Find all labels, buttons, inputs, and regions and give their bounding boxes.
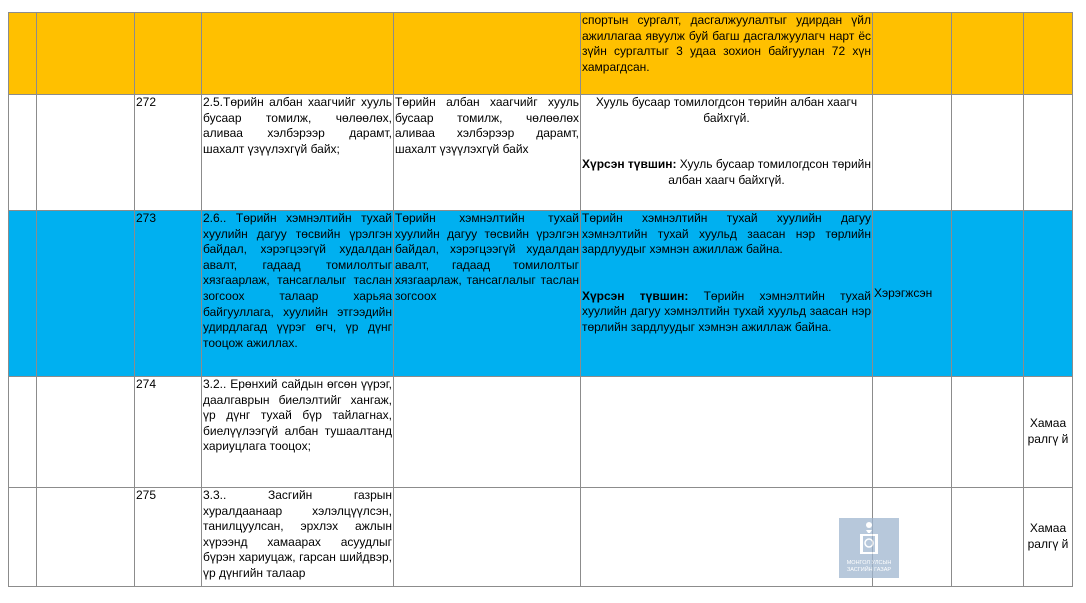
cell-measure [394,488,581,587]
achieved-level-text: Төрийн хэмнэлтийн тухай хуулийн дагуу хэмнэлтийн тухай хуульд заасан нэр төрлийн зардлуудыг хэмнэн ажиллаж байна. [582,288,871,334]
cell-goal: 2.6.. Төрийн хэмнэлтийн тухай хуулийн дагуу төсвийн үрэлгэн байдал, хэрэгцээгүй худалдан авалт, гадаад томилолтыг хязгаарлаж, тансаглалыг таслан зогсоох талаар харьяа байгууллага, хуулийн этгээдийн удирдлагад үүрэг өгч, үр дүнг тооцож ажиллах. [202,211,394,377]
cell-blank [37,95,135,211]
cell-blank [952,211,1024,377]
cell-result [581,488,873,587]
cell-number: 275 [135,488,202,587]
cell-number: 272 [135,95,202,211]
achieved-level-text: Хууль бусаар томилогдсон төрийн албан хаагч байхгүй. [668,157,871,187]
cell-blank [37,211,135,377]
achieved-level [582,157,871,188]
cell-note [1024,211,1073,377]
cell-blank [952,377,1024,488]
table-row [9,377,1073,488]
table-row [9,95,1073,211]
cell-status [873,377,952,488]
cell-status [873,13,952,95]
table-row [9,13,1073,95]
government-logo [839,518,899,578]
cell-note: Хамаа ралгү й [1024,488,1073,587]
cell-blank [9,377,37,488]
cell-blank [952,95,1024,211]
cell-result [581,13,873,95]
cell-blank [37,377,135,488]
achieved-level-label: Хүрсэн түвшин: [582,157,677,172]
cell-note: Хамаа ралгү й [1024,377,1073,488]
table-row [9,488,1073,587]
cell-blank [9,488,37,587]
achieved-level [582,289,871,336]
logo-line-1: МОНГОЛ УЛСЫН [846,560,892,566]
achieved-level-label: Хүрсэн түвшин: [582,288,689,303]
cell-result [581,377,873,488]
cell-number [135,13,202,95]
cell-blank [952,488,1024,587]
result-text: Төрийн хэмнэлтийн тухай хуулийн дагуу хэмнэлтийн тухай хуульд заасан нэр төрлийн зардлуудыг хэмнэн ажиллаж байна. [582,211,871,257]
report-table [8,12,1073,587]
cell-status: Хэрэгжсэн [873,211,952,377]
cell-measure: Төрийн албан хаагчийг хууль бусаар томилж, чөлөөлөх аливаа хэлбэрээр дарамт, шахалт үзүүлэхгүй байх [394,95,581,211]
cell-blank [9,95,37,211]
result-text: Хууль бусаар томилогдсон төрийн албан хаагч байхгүй. [595,95,858,125]
cell-result [581,95,873,211]
cell-measure [394,377,581,488]
cell-blank [9,13,37,95]
cell-goal: 3.2.. Ерөнхий сайдын өгсөн үүрэг, даалгаврын биелэлтийг хангаж, үр дүнг тухай бүр тайлагнах, биелүүлээгүй албан тушаалтанд хариуцлага тооцох; [202,377,394,488]
cell-number: 274 [135,377,202,488]
cell-blank [37,488,135,587]
cell-note [1024,95,1073,211]
cell-status [873,95,952,211]
cell-goal: 3.3.. Засгийн газрын хуралдаанаар хэлэлцүүлсэн, танилцуулсан, эрхлэх ажлын хүрээнд хамаарах асуудлыг бүрэн хариуцаж, гарсан шийдвэр, үр дүнгийн талаар [202,488,394,587]
cell-note [1024,13,1073,95]
cell-measure [394,13,581,95]
cell-result [581,211,873,377]
cell-goal [202,13,394,95]
cell-measure: Төрийн хэмнэлтийн тухай хуулийн дагуу төсвийн үрэлгэн байдал, хэрэгцээгүй худалдан авалт, гадаад томилолтыг хязгаарлаж, тансаглалыг таслан зогсоох [394,211,581,377]
soyombo-emblem-icon [839,518,899,558]
cell-blank [9,211,37,377]
result-text: спортын сургалт, дасгалжуулалтыг удирдан үйл ажиллагаа явуулж буй багш дасгалжуулагч нарт ёс зүйн сургалтыг 3 удаа зохион байгуулан 72 хүн хамрагдсан. [582,13,871,74]
cell-goal: 2.5.Төрийн албан хаагчийг хууль бусаар томилж, чөлөөлөх, аливаа хэлбэрээр дарамт, шахалт үзүүлэхгүй байх; [202,95,394,211]
table-row [9,211,1073,377]
cell-blank [952,13,1024,95]
cell-number: 273 [135,211,202,377]
logo-line-2: ЗАСГИЙН ГАЗАР [846,567,892,573]
cell-blank [37,13,135,95]
